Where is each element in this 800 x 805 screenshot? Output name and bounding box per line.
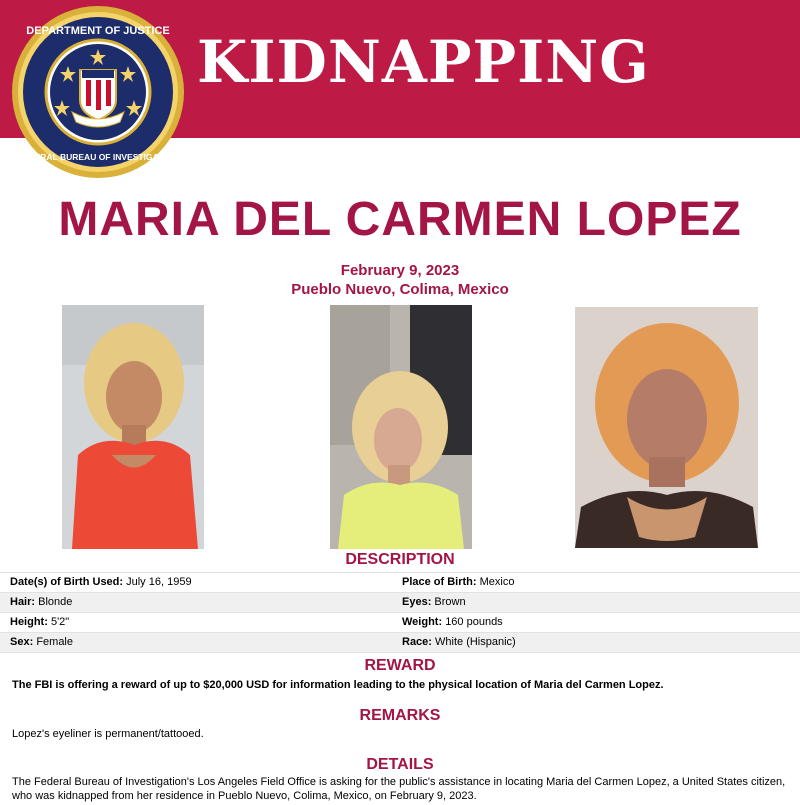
sex-value: Female [36,636,73,648]
race-value: White (Hispanic) [435,636,516,648]
description-row [0,593,800,613]
description-row [0,573,800,593]
birthplace-value: Mexico [479,576,515,588]
case-date: February 9, 2023 [340,262,460,279]
details-heading: DETAILS [366,756,434,773]
reward-heading: REWARD [364,657,436,674]
weight-value: 160 pounds [445,616,503,628]
height-label: Height: [10,616,48,628]
remarks-text: Lopez's eyeliner is permanent/tattooed. [12,728,204,740]
dob-value: July 16, 1959 [126,576,192,588]
dob-label: Date(s) of Birth Used: [10,576,124,588]
fbi-seal-icon [10,4,186,180]
seal-text-top: DEPARTMENT OF JUSTICE [26,25,170,37]
seal-text-bottom: FEDERAL BUREAU OF INVESTIGATION [17,152,179,162]
subject-photo-3 [575,307,758,548]
page-title: KIDNAPPING [197,28,650,96]
birthplace-label: Place of Birth: [402,576,477,588]
eyes-label: Eyes: [402,596,432,608]
subject-name: MARIA DEL CARMEN LOPEZ [58,193,742,246]
description-row [0,613,800,633]
subject-photo-1 [62,305,204,549]
sex-label: Sex: [10,636,34,648]
height-value: 5'2" [50,616,70,628]
hair-label: Hair: [10,596,36,608]
race-label: Race: [402,636,432,648]
details-text: The Federal Bureau of Investigation's Los Angeles Field Office is asking for the public's assistance in locating Maria del Carmen Lopez, a United States citizen, who was kidnapped from her residence in Pueblo Nuevo, Colima, Mexico, on February 9, 2023. [12,776,786,802]
weight-label: Weight: [402,616,443,628]
eyes-value: Brown [434,596,466,608]
hair-value: Blonde [38,596,73,608]
description-heading: DESCRIPTION [345,551,455,568]
subject-photo-2 [330,305,472,549]
case-location: Pueblo Nuevo, Colima, Mexico [291,281,509,298]
description-table [0,572,800,653]
description-row [0,633,800,653]
remarks-heading: REMARKS [359,707,441,724]
reward-text: The FBI is offering a reward of up to $20,000 USD for information leading to the physical location of Maria del Carmen Lopez. [12,679,664,691]
